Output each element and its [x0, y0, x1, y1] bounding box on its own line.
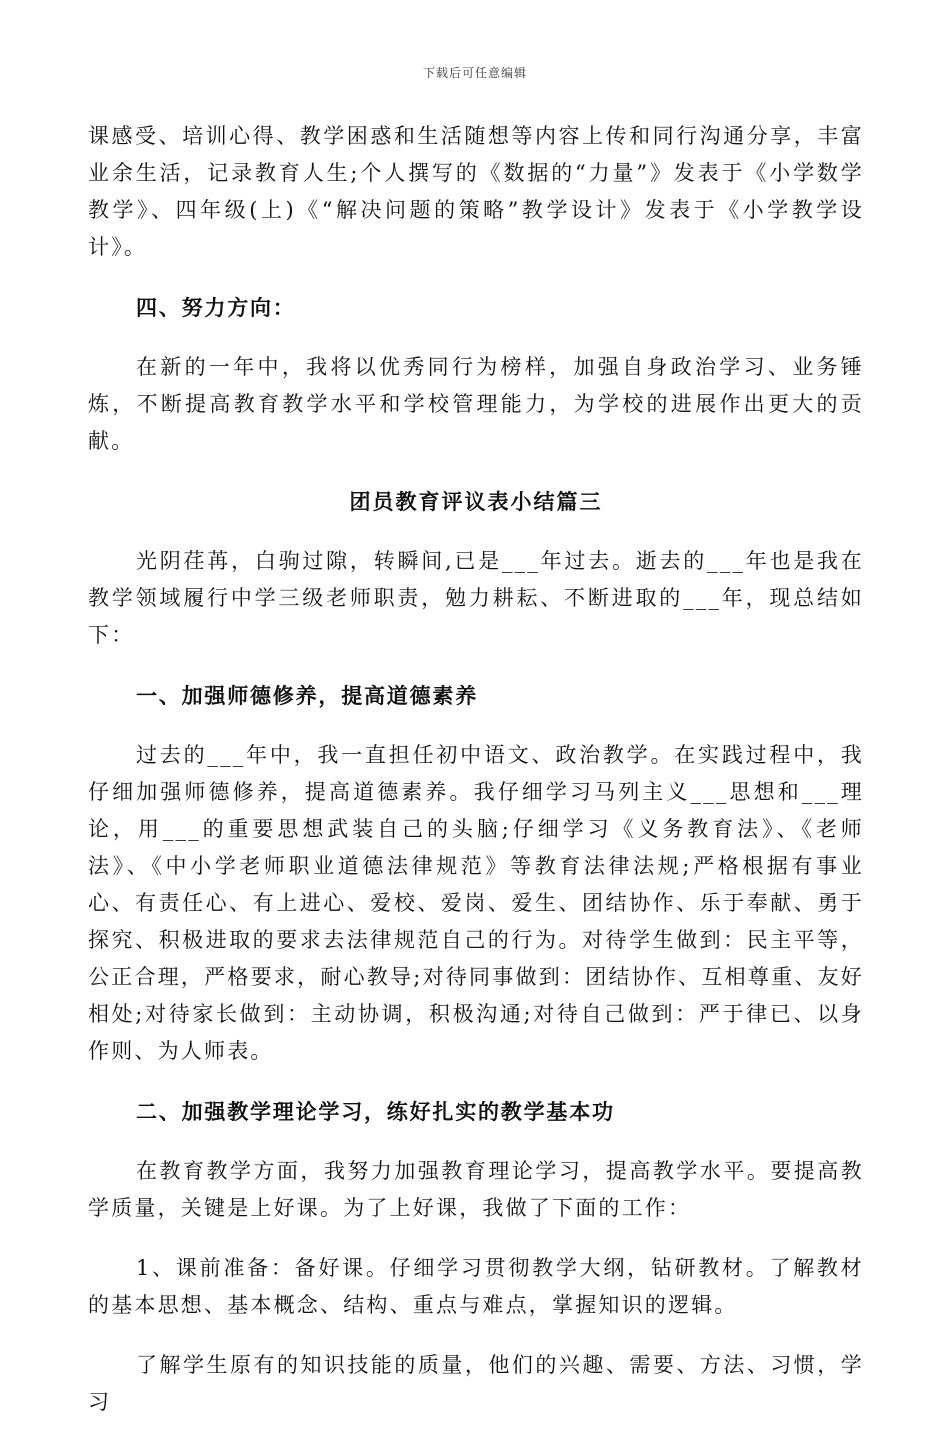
paragraph: 了解学生原有的知识技能的质量，他们的兴趣、需要、方法、习惯，学习: [88, 1353, 864, 1414]
paragraph: 1、课前准备：备好课。仔细学习贯彻教学大纲，钻研教材。了解教材的基本思想、基本概念、结构、重点与难点，掌握知识的逻辑。: [88, 1256, 864, 1317]
paragraph: 过去的___年中，我一直担任初中语文、政治教学。在实践过程中，我仔细加强师德修养，提高道德素养。我仔细学习马列主义___思想和___理论，用___的重要思想武装自己的头脑;仔细学习《义务教育法》、《老师法》、《中小学老师职业道德法律规范》等教育法律法规;严格根据有事业心、有责任心、有上进心、爱校、爱岗、爱生、团结协作、乐于奉献、勇于探究、积极进取的要求去法律规范自己的行为。对待学生做到：民主平等，公正合理，严格要求，耐心教导;对待同事做到：团结协作、互相尊重、友好相处;对待家长做到：主动协调，积极沟通;对待自己做到：严于律已、以身作则、为人师表。: [88, 743, 864, 1063]
section-heading-1: 一、加强师德修养，提高道德素养: [136, 683, 478, 708]
paragraph: 在新的一年中，我将以优秀同行为榜样，加强自身政治学习、业务锤炼，不断提高教育教学水平和学校管理能力，为学校的进展作出更大的贡献。: [88, 355, 864, 453]
page-header: 下载后可任意编辑: [422, 66, 527, 80]
document-body: [88, 118, 864, 1444]
section-heading-4: 四、努力方向：: [136, 295, 296, 320]
paragraph: 在教育教学方面，我努力加强教育理论学习，提高教学水平。要提高教学质量，关键是上好课。为了上好课，我做了下面的工作：: [88, 1159, 864, 1220]
paragraph-continued: 课感受、培训心得、教学困惑和生活随想等内容上传和同行沟通分享，丰富业余生活，记录教育人生;个人撰写的《数据的“力量”》发表于《小学数学教学》、四年级(上)《“解决问题的策略”教学设计》发表于《小学教学设计》。: [88, 124, 864, 259]
article-title: 团员教育评议表小结篇三: [349, 489, 603, 514]
section-heading-2: 二、加强教学理论学习，练好扎实的教学基本功: [136, 1099, 615, 1124]
paragraph: 光阴荏苒，白驹过隙，转瞬间,已是___年过去。逝去的___年也是我在教学领域履行中学三级老师职责，勉力耕耘、不断进取的___年，现总结如下：: [88, 549, 864, 647]
